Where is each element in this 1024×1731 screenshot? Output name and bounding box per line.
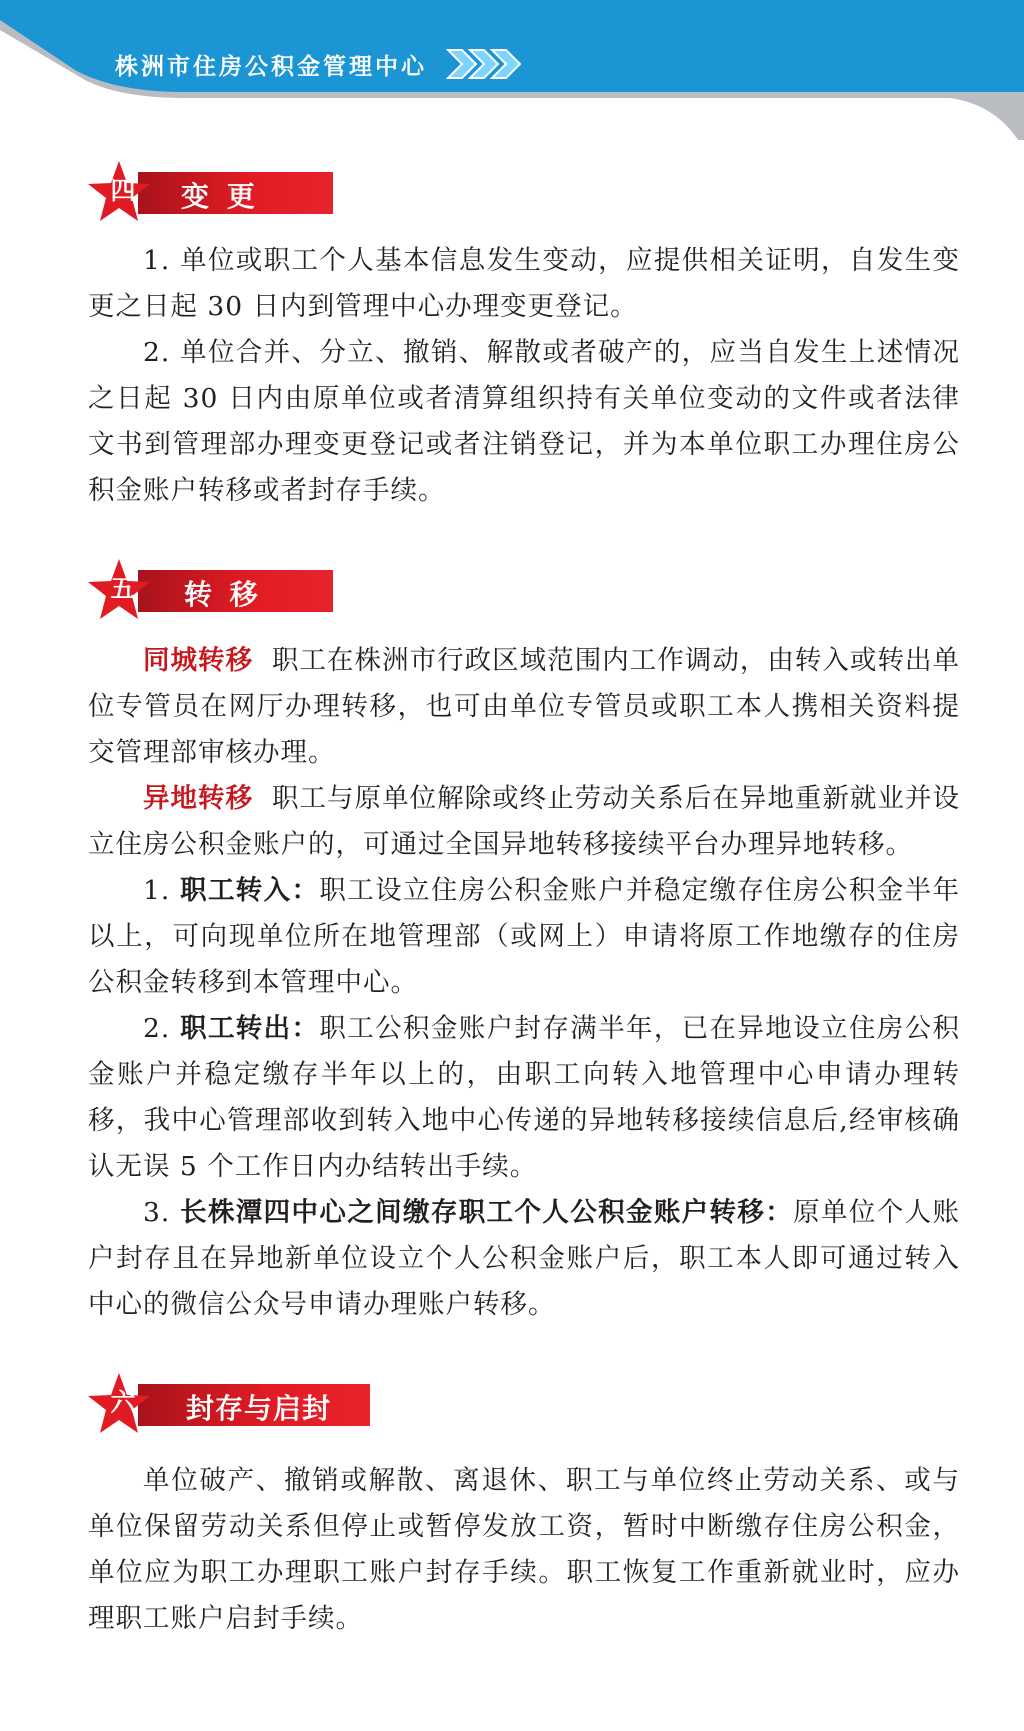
item-number: 2. [143, 1013, 181, 1044]
highlight-label: 同城转移 [143, 645, 254, 676]
section-heading-change [86, 160, 336, 224]
paragraph-transfer-in [88, 868, 960, 1006]
section-heading-seal [86, 1372, 376, 1436]
paragraph-other-city [88, 776, 960, 868]
chevron-arrows-icon [446, 44, 526, 84]
bold-label: 长株潭四中心之间缴存职工个人公积金账户转移： [180, 1197, 794, 1228]
section-heading-transfer [86, 558, 336, 622]
section-title: 转 移 [184, 578, 262, 611]
section-title: 变 更 [181, 180, 259, 213]
paragraph: 单位破产、撤销或解散、离退休、职工与单位终止劳动关系、或与单位保留劳动关系但停止或暂停发放工资，暂时中断缴存住房公积金，单位应为职工办理职工账户封存手续。职工恢复工作重新就业时，应办理职工账户启封手续。 [88, 1465, 960, 1634]
paragraph-text: 职工在株洲市行政区域范围内工作调动，由转入或转出单位专管员在网厅办理转移，也可由单位专管员或职工本人携相关资料提交管理部审核办理。 [88, 645, 960, 768]
section-title: 封存与启封 [186, 1392, 332, 1425]
section-number: 四 [110, 176, 136, 205]
highlight-label: 异地转移 [143, 783, 254, 814]
org-name: 株洲市住房公积金管理中心 [115, 54, 427, 80]
header-banner [0, 0, 1024, 140]
paragraph-text: 职工与原单位解除或终止劳动关系后在异地重新就业并设立住房公积金账户的，可通过全国异地转移接续平台办理异地转移。 [88, 783, 960, 860]
paragraph-text: 职工设立住房公积金账户并稳定缴存住房公积金半年以上，可向现单位所在地管理部（或网上）申请将原工作地缴存的住房公积金转移到本管理中心。 [88, 875, 960, 998]
paragraph-same-city [88, 638, 960, 776]
bold-label: 职工转入： [180, 875, 320, 906]
bold-label: 职工转出： [180, 1013, 320, 1044]
item-number: 3. [143, 1197, 181, 1228]
paragraph-cztan-transfer [88, 1190, 960, 1328]
item-number: 1. [143, 875, 181, 906]
paragraph-transfer-out [88, 1006, 960, 1190]
section-number: 六 [110, 1388, 136, 1417]
paragraph: 2. 单位合并、分立、撤销、解散或者破产的，应当自发生上述情况之日起 30 日内由原单位或者清算组织持有关单位变动的文件或者法律文书到管理部办理变更登记或者注销登记，并为本单位职工办理住房公积金账户转移或者封存手续。 [88, 337, 960, 506]
paragraph-text: 原单位个人账户封存且在异地新单位设立个人公积金账户后，职工本人即可通过转入中心的微信公众号申请办理账户转移。 [88, 1197, 960, 1320]
paragraph: 1. 单位或职工个人基本信息发生变动，应提供相关证明，自发生变更之日起 30 日内到管理中心办理变更登记。 [88, 245, 960, 322]
section-number: 五 [110, 574, 136, 603]
paragraph-text: 职工公积金账户封存满半年，已在异地设立住房公积金账户并稳定缴存半年以上的，由职工向转入地管理中心申请办理转移，我中心管理部收到转入地中心传递的异地转移接续信息后,经审核确认无误 5 个工作日内办结转出手续。 [88, 1013, 960, 1182]
